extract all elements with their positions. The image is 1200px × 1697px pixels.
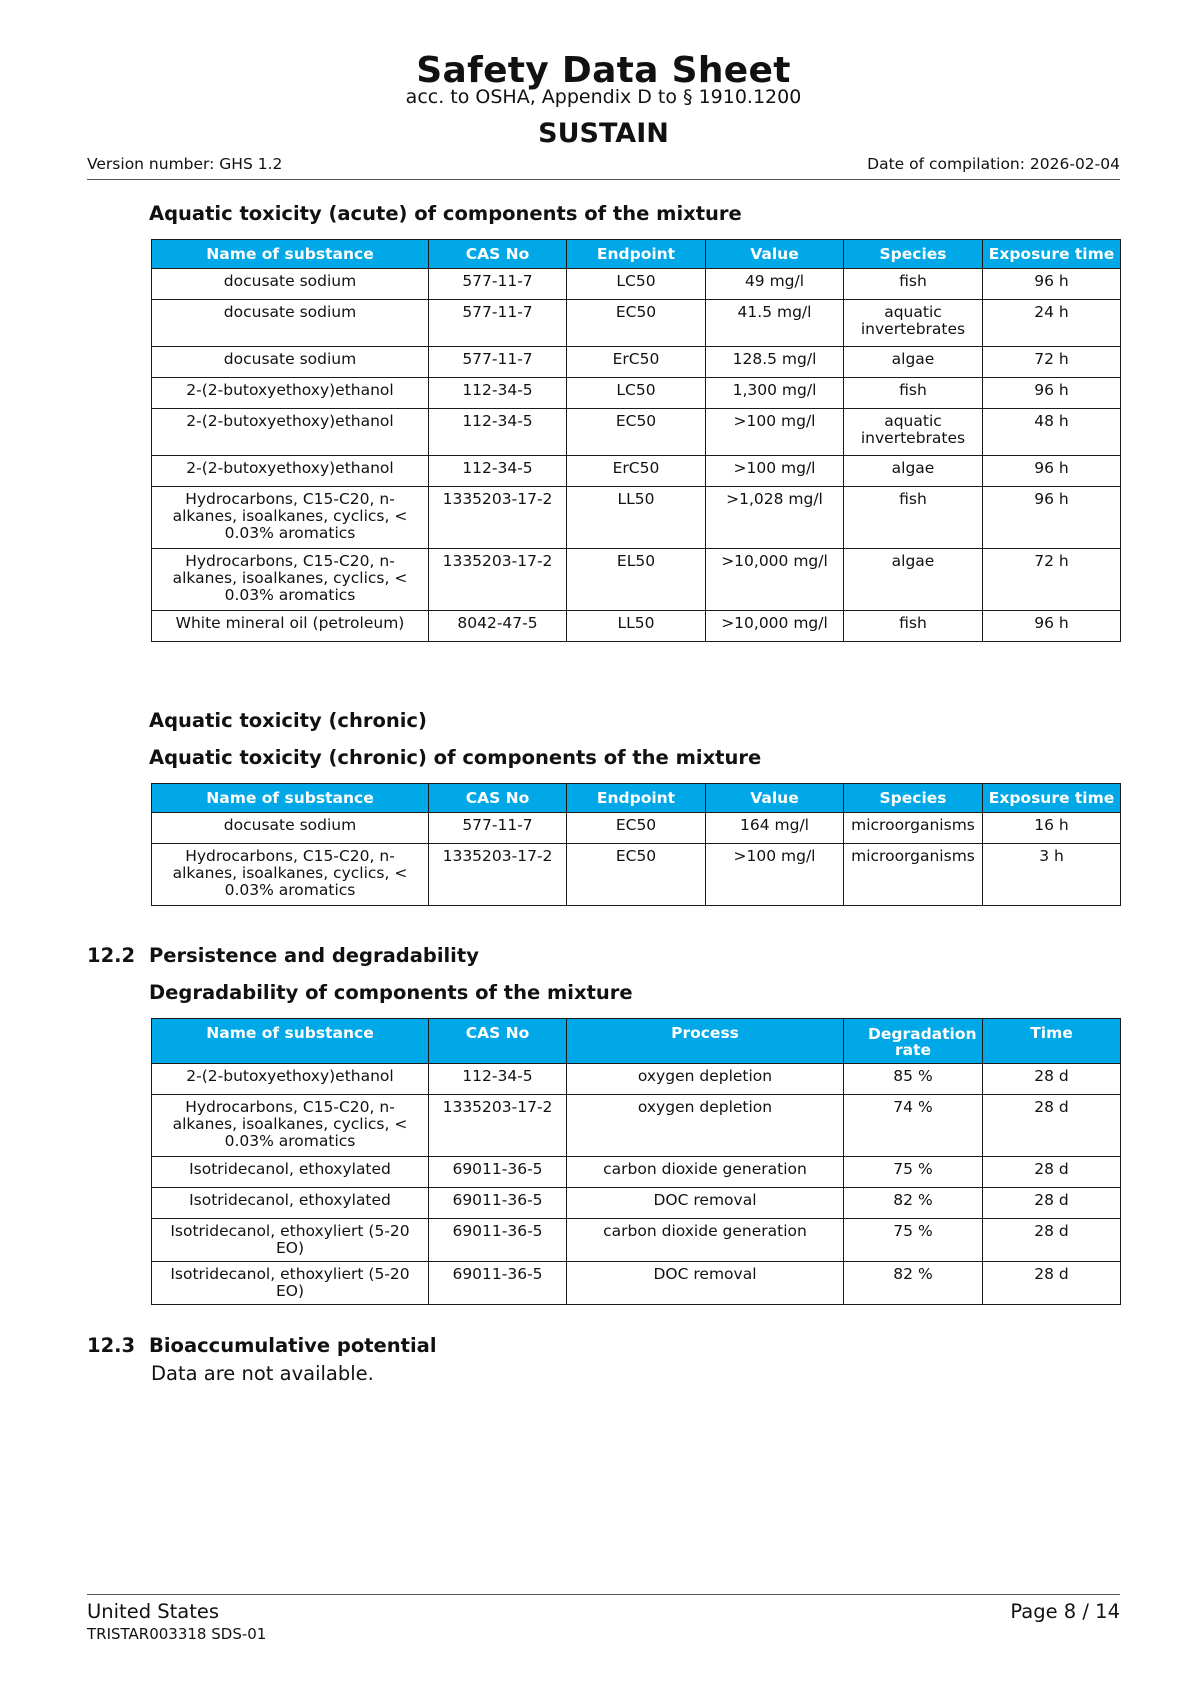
cell-process: oxygen depletion (567, 1064, 844, 1095)
cell-value: >10,000 mg/l (706, 549, 844, 611)
cell-cas: 69011-36-5 (429, 1188, 567, 1219)
table-row (152, 269, 1121, 300)
cell-name: Isotridecanol, ethoxylated (152, 1188, 429, 1219)
cell-name: docusate sodium (152, 813, 429, 844)
cell-process: oxygen depletion (567, 1095, 844, 1157)
cell-value: 128.5 mg/l (706, 347, 844, 378)
cell-time: 96 h (983, 611, 1121, 642)
table-row (152, 487, 1121, 549)
section-12-3-number: 12.3 (87, 1334, 136, 1357)
cell-value: >1,028 mg/l (706, 487, 844, 549)
chronic-title: Aquatic toxicity (chronic) (149, 709, 427, 732)
cell-name: 2-(2-butoxyethoxy)ethanol (152, 409, 429, 456)
cell-cas: 69011-36-5 (429, 1157, 567, 1188)
cell-time: 28 d (983, 1157, 1121, 1188)
column-header: Exposure time (983, 240, 1121, 269)
cell-rate: 74 % (844, 1095, 983, 1157)
cell-endpoint: EC50 (567, 409, 706, 456)
cell-process: carbon dioxide generation (567, 1157, 844, 1188)
table-row (152, 409, 1121, 456)
cell-name: 2-(2-butoxyethoxy)ethanol (152, 1064, 429, 1095)
table-header-row (152, 784, 1121, 813)
cell-species: algae (844, 456, 983, 487)
table-row (152, 1157, 1121, 1188)
table-header-row (152, 240, 1121, 269)
cell-species: algae (844, 347, 983, 378)
table-row (152, 1188, 1121, 1219)
cell-name: Isotridecanol, ethoxyliert (5-20 EO) (152, 1262, 429, 1305)
cell-name: docusate sodium (152, 300, 429, 347)
cell-name: docusate sodium (152, 347, 429, 378)
cell-value: >10,000 mg/l (706, 611, 844, 642)
cell-cas: 577-11-7 (429, 813, 567, 844)
cell-endpoint: ErC50 (567, 347, 706, 378)
cell-cas: 1335203-17-2 (429, 549, 567, 611)
cell-process: carbon dioxide generation (567, 1219, 844, 1262)
chronic-heading: Aquatic toxicity (chronic) of components of the mixture (149, 746, 762, 769)
cell-time: 72 h (983, 549, 1121, 611)
cell-species: aquatic invertebrates (844, 300, 983, 347)
column-header: Species (844, 784, 983, 813)
cell-name: 2-(2-butoxyethoxy)ethanol (152, 456, 429, 487)
cell-time: 28 d (983, 1262, 1121, 1305)
cell-process: DOC removal (567, 1262, 844, 1305)
cell-species: fish (844, 378, 983, 409)
cell-cas: 1335203-17-2 (429, 487, 567, 549)
cell-value: 49 mg/l (706, 269, 844, 300)
table-row (152, 611, 1121, 642)
column-header: CAS No (429, 240, 567, 269)
cell-species: aquatic invertebrates (844, 409, 983, 456)
table-row (152, 549, 1121, 611)
table-row (152, 813, 1121, 844)
cell-species: microorganisms (844, 813, 983, 844)
table-row (152, 300, 1121, 347)
cell-time: 3 h (983, 844, 1121, 906)
column-header: Time (983, 1019, 1121, 1064)
table-row (152, 1262, 1121, 1305)
cell-time: 96 h (983, 378, 1121, 409)
cell-endpoint: EC50 (567, 300, 706, 347)
cell-time: 96 h (983, 487, 1121, 549)
cell-process: DOC removal (567, 1188, 844, 1219)
acute-toxicity-table (151, 239, 1121, 642)
column-header: Name of substance (152, 240, 429, 269)
cell-species: fish (844, 487, 983, 549)
column-header: CAS No (429, 1019, 567, 1064)
cell-name: 2-(2-butoxyethoxy)ethanol (152, 378, 429, 409)
column-header: Endpoint (567, 784, 706, 813)
footer-left (87, 1600, 266, 1643)
cell-name: Hydrocarbons, C15-C20, n-alkanes, isoalkanes, cyclics, < 0.03% aromatics (152, 487, 429, 549)
column-header: Value (706, 240, 844, 269)
bioaccumulative-text: Data are not available. (151, 1362, 374, 1385)
cell-time: 28 d (983, 1219, 1121, 1262)
acute-heading: Aquatic toxicity (acute) of components of the mixture (149, 202, 742, 225)
cell-name: Hydrocarbons, C15-C20, n-alkanes, isoalkanes, cyclics, < 0.03% aromatics (152, 549, 429, 611)
cell-rate: 82 % (844, 1188, 983, 1219)
cell-rate: 85 % (844, 1064, 983, 1095)
cell-name: Isotridecanol, ethoxyliert (5-20 EO) (152, 1219, 429, 1262)
cell-time: 28 d (983, 1188, 1121, 1219)
table-row (152, 1064, 1121, 1095)
column-header: Name of substance (152, 784, 429, 813)
version-number: Version number: GHS 1.2 (87, 155, 283, 173)
cell-cas: 577-11-7 (429, 347, 567, 378)
degradability-table (151, 1018, 1121, 1305)
column-header: Exposure time (983, 784, 1121, 813)
cell-value: >100 mg/l (706, 844, 844, 906)
cell-cas: 112-34-5 (429, 409, 567, 456)
page-number: Page 8 / 14 (1010, 1600, 1120, 1623)
cell-endpoint: EC50 (567, 813, 706, 844)
chronic-toxicity-table (151, 783, 1121, 906)
table-row (152, 456, 1121, 487)
table-row (152, 1095, 1121, 1157)
cell-name: Hydrocarbons, C15-C20, n-alkanes, isoalkanes, cyclics, < 0.03% aromatics (152, 844, 429, 906)
product-name: SUSTAIN (538, 118, 669, 149)
cell-cas: 1335203-17-2 (429, 844, 567, 906)
cell-cas: 577-11-7 (429, 300, 567, 347)
cell-species: microorganisms (844, 844, 983, 906)
column-header: Degradation rate (844, 1019, 983, 1064)
table-row (152, 1219, 1121, 1262)
section-12-2-number: 12.2 (87, 944, 136, 967)
cell-time: 24 h (983, 300, 1121, 347)
cell-value: >100 mg/l (706, 409, 844, 456)
cell-name: docusate sodium (152, 269, 429, 300)
cell-value: 164 mg/l (706, 813, 844, 844)
column-header: Process (567, 1019, 844, 1064)
document-header (87, 52, 1120, 180)
column-header: Species (844, 240, 983, 269)
cell-endpoint: LC50 (567, 269, 706, 300)
cell-species: fish (844, 611, 983, 642)
header-meta (87, 155, 1120, 180)
footer-country: United States (87, 1600, 220, 1623)
cell-endpoint: LL50 (567, 487, 706, 549)
column-header: Value (706, 784, 844, 813)
cell-value: >100 mg/l (706, 456, 844, 487)
cell-rate: 75 % (844, 1219, 983, 1262)
cell-cas: 112-34-5 (429, 1064, 567, 1095)
table-row (152, 378, 1121, 409)
table-header-row (152, 1019, 1121, 1064)
cell-time: 72 h (983, 347, 1121, 378)
cell-time: 28 d (983, 1095, 1121, 1157)
cell-time: 96 h (983, 269, 1121, 300)
cell-time: 16 h (983, 813, 1121, 844)
section-12-3-title: Bioaccumulative potential (149, 1334, 437, 1357)
cell-time: 28 d (983, 1064, 1121, 1095)
cell-rate: 75 % (844, 1157, 983, 1188)
cell-cas: 1335203-17-2 (429, 1095, 567, 1157)
cell-cas: 112-34-5 (429, 456, 567, 487)
document-subtitle: acc. to OSHA, Appendix D to § 1910.1200 (405, 86, 802, 108)
cell-endpoint: EL50 (567, 549, 706, 611)
cell-value: 41.5 mg/l (706, 300, 844, 347)
section-12-2-title: Persistence and degradability (149, 944, 479, 967)
cell-value: 1,300 mg/l (706, 378, 844, 409)
cell-cas: 577-11-7 (429, 269, 567, 300)
cell-name: Hydrocarbons, C15-C20, n-alkanes, isoalkanes, cyclics, < 0.03% aromatics (152, 1095, 429, 1157)
cell-name: Isotridecanol, ethoxylated (152, 1157, 429, 1188)
degradability-heading: Degradability of components of the mixture (149, 981, 633, 1004)
footer-divider (87, 1594, 1120, 1595)
column-header: Endpoint (567, 240, 706, 269)
cell-species: algae (844, 549, 983, 611)
cell-endpoint: EC50 (567, 844, 706, 906)
cell-cas: 69011-36-5 (429, 1219, 567, 1262)
document-title: Safety Data Sheet (416, 50, 791, 91)
footer-document-code: TRISTAR003318 SDS-01 (87, 1625, 267, 1643)
column-header: CAS No (429, 784, 567, 813)
cell-name: White mineral oil (petroleum) (152, 611, 429, 642)
table-row (152, 844, 1121, 906)
cell-cas: 69011-36-5 (429, 1262, 567, 1305)
cell-endpoint: LC50 (567, 378, 706, 409)
column-header: Name of substance (152, 1019, 429, 1064)
cell-species: fish (844, 269, 983, 300)
table-row (152, 347, 1121, 378)
compilation-date: Date of compilation: 2026-02-04 (867, 155, 1120, 173)
cell-rate: 82 % (844, 1262, 983, 1305)
cell-cas: 8042-47-5 (429, 611, 567, 642)
cell-time: 96 h (983, 456, 1121, 487)
cell-endpoint: ErC50 (567, 456, 706, 487)
cell-time: 48 h (983, 409, 1121, 456)
cell-endpoint: LL50 (567, 611, 706, 642)
cell-cas: 112-34-5 (429, 378, 567, 409)
